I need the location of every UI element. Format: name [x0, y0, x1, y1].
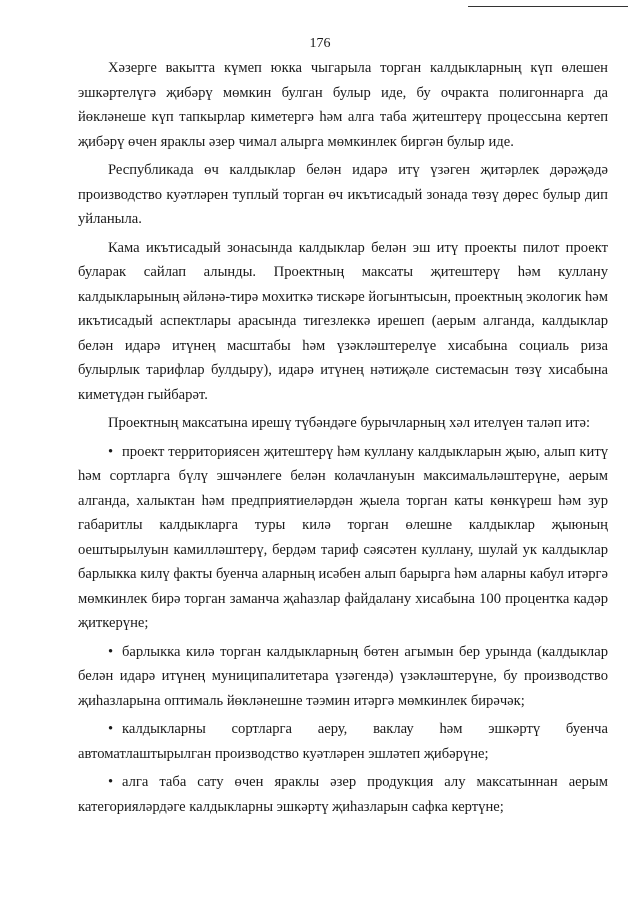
bullet-item — [78, 717, 608, 766]
bullet-text: калдыкларны сортларга аеру, ваклау һәм эшкәртү буенча автоматлаштырылган производство куәтләрен эшләтеп җибәрүне; — [78, 721, 608, 762]
paragraph: Хәзерге вакытта күмеп юкка чыгарыла торган калдыкларның күп өлешен эшкәртелүгә җибәрү мөмкин булган булыр иде, бу очракта полигоннарга да йөкләнеше күп тапкырлар киметергә һәм алга таба җитештерү процессына кертеп җибәрү өчен яраклы әзер чимал алырга мөмкинлек биргән булыр иде. — [78, 60, 608, 150]
page-number: 176 — [309, 36, 331, 51]
bullet-item — [78, 640, 608, 714]
bullet-text: алга таба сату өчен яраклы әзер продукция алу максатыннан аерым категорияләрдәге калдыкларны эшкәртү җиһазларын сафка кертүне; — [78, 774, 608, 815]
bullet-text: проект территориясен җитештерү һәм куллану калдыкларын җыю, алып китү һәм сортларга бүлү эшчәнлеге белән колачлануын максимальләштерүне, аерым алганда, халыктан һәм предприятиеләрдән җыела торган каты көнкүреш һәм зур габаритлы калдыкларга туры килә торган өлешне калдыклар җыюның оештырылуын камилләштерү, бердәм тариф сәясәтен куллану, шулай ук калдыклар барлыкка килү факты буенча аларның исәбен алып барырга һәм аларны кабул итәргә мөмкинлек бирә торган заманча җаһазлар файдалану хисабына 100 процентка кадәр җиткерүне; — [78, 443, 608, 631]
bullet-icon: • — [108, 643, 114, 660]
paragraph: Кама икътисадый зонасында калдыклар белән эш итү проекты пилот проект буларак сайлап алынды. Проектның максаты җитештерү һәм куллану калдыкларының әйләнә-тирә мохиткә тискәре йогынтысын, проектның экологик һәм икътисадый аспектлары арасында тигезлеккә ирешеп (аерым алганда, калдыклар белән идарә итүнең масштабы һәм үзәкләштерелүе хисабына социаль риза булырлык тарифлар булдыру), идарә итүнең нәтиҗәле системасын төзү хисабына киметүдән гыйбарәт. — [78, 239, 608, 403]
header-rule — [468, 6, 628, 7]
bullet-item — [78, 770, 608, 819]
bullet-icon: • — [108, 774, 114, 790]
bullet-icon: • — [108, 443, 114, 460]
bullet-text: барлыкка килә торган калдыкларның бөтен агымын бер урында (калдыклар белән идарә итүнең муниципалитетара үзәгендә) үзәкләштерүне, бу производство җиһазларына оптималь йөкләнешне тәэмин итәргә мөмкинлек бирәчәк; — [78, 643, 608, 709]
paragraph: Республикада өч калдыклар белән идарә итү үзәген җитәрлек дәрәҗәдә производство куәтләрен туплый торган өч икътисадый зонада төзү дөрес булыр дип уйланыла. — [78, 162, 608, 227]
bullet-icon: • — [108, 721, 114, 737]
body-text — [78, 56, 608, 819]
paragraph: Проектның максатына ирешү түбәндәге бурычларның хәл ителүен таләп итә: — [108, 415, 591, 431]
bullet-item — [78, 440, 608, 636]
